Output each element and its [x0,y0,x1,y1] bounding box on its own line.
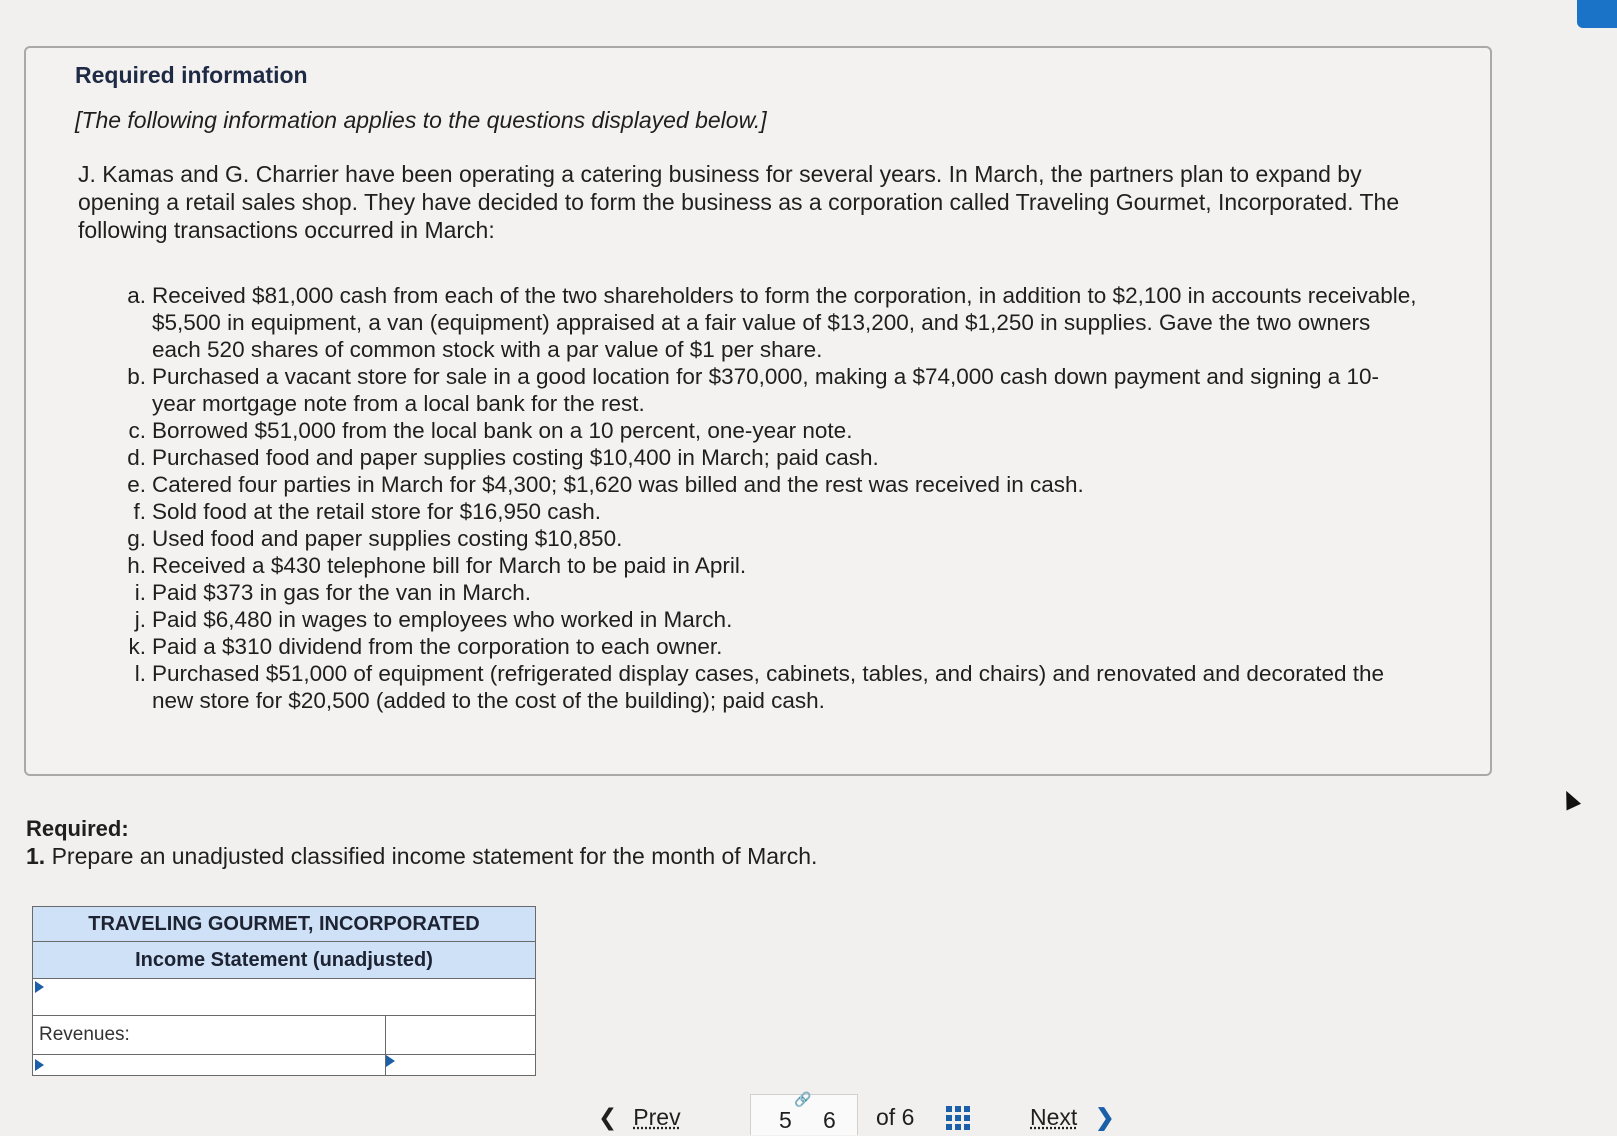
info-subtitle: [The following information applies to the questions displayed below.] [75,107,767,133]
dropdown-indicator-icon [386,1055,395,1067]
mouse-cursor-icon [1559,787,1581,810]
row-label-input[interactable]: Revenues: [33,1016,386,1054]
statement-date-input[interactable] [33,979,535,1016]
chevron-left-icon: ❮ [598,1104,618,1130]
statement-company: TRAVELING GOURMET, INCORPORATED [33,907,535,942]
required-item [26,843,817,870]
list-item: k. Paid a $310 dividend from the corporation to each owner. [128,634,723,659]
list-item: l. Purchased $51,000 of equipment (refrigerated display cases, cabinets, tables, and chairs) and renovated and decorated the new store for $20,500 (added to the cost of the building); paid cash. [134,661,1385,713]
list-item: e. Catered four parties in March for $4,300; $1,620 was billed and the rest was received in cash. [127,472,1084,497]
list-item: d. Purchased food and paper supplies costing $10,400 in March; paid cash. [127,445,879,470]
transaction-list [118,282,1418,714]
top-corner-button[interactable] [1577,0,1617,28]
statement-title: Income Statement (unadjusted) [33,942,535,979]
required-item-text: Prepare an unadjusted classified income statement for the month of March. [51,843,818,869]
grid-icon[interactable] [946,1106,972,1130]
list-item: c. Borrowed $51,000 from the local bank on a 10 percent, one-year note. [128,418,853,443]
page-count: of 6 [876,1104,915,1130]
row-value-input[interactable] [386,1055,535,1075]
table-row [33,1016,535,1055]
required-item-number: 1. [26,843,46,869]
required-label: Required: [26,816,129,841]
list-item: g. Used food and paper supplies costing $10,850. [127,526,623,551]
page-switcher [750,1091,858,1135]
link-icon: 🔗 [794,1091,812,1107]
list-item: i. Paid $373 in gas for the van in March. [134,580,531,605]
intro-paragraph: J. Kamas and G. Charrier have been operating a catering business for several years. In March, the partners plan to expand by opening a retail sales shop. They have decided to form the business as a corporation called Traveling Gourmet, Incorporated. The following transactions occurred in March: [78,161,1400,243]
income-statement-table [32,906,536,1076]
list-item: b. Purchased a vacant store for sale in a good location for $370,000, making a $74,000 cash down payment and signing a 10-year mortgage note from a local bank for the rest. [127,364,1380,416]
list-item: a. Received $81,000 cash from each of the two shareholders to form the corporation, in addition to $2,100 in accounts receivable, $5,500 in equipment, a van (equipment) appraised at a fair value of $13,200, and $1,250 in supplies. Gave the two owners each 520 shares of common stock with a par value of $1 per share. [127,283,1417,362]
pagination-bar [0,1091,1617,1136]
list-item: j. Paid $6,480 in wages to employees who worked in March. [134,607,733,632]
dropdown-indicator-icon [35,1059,44,1071]
dropdown-indicator-icon [35,981,44,993]
list-item: f. Sold food at the retail store for $16,950 cash. [133,499,602,524]
next-button[interactable]: Next ❯ [1030,1104,1115,1130]
info-title: Required information [75,62,308,88]
prev-button[interactable]: ❮ Prev [598,1104,681,1130]
table-row [33,1055,535,1075]
list-item: h. Received a $430 telephone bill for March to be paid in April. [127,553,747,578]
page-6-button[interactable]: 6 [823,1107,836,1133]
row-label-input[interactable] [33,1055,386,1075]
chevron-right-icon: ❯ [1095,1104,1115,1130]
page-5-button[interactable]: 5 [779,1107,792,1133]
row-value-input[interactable] [386,1016,535,1054]
